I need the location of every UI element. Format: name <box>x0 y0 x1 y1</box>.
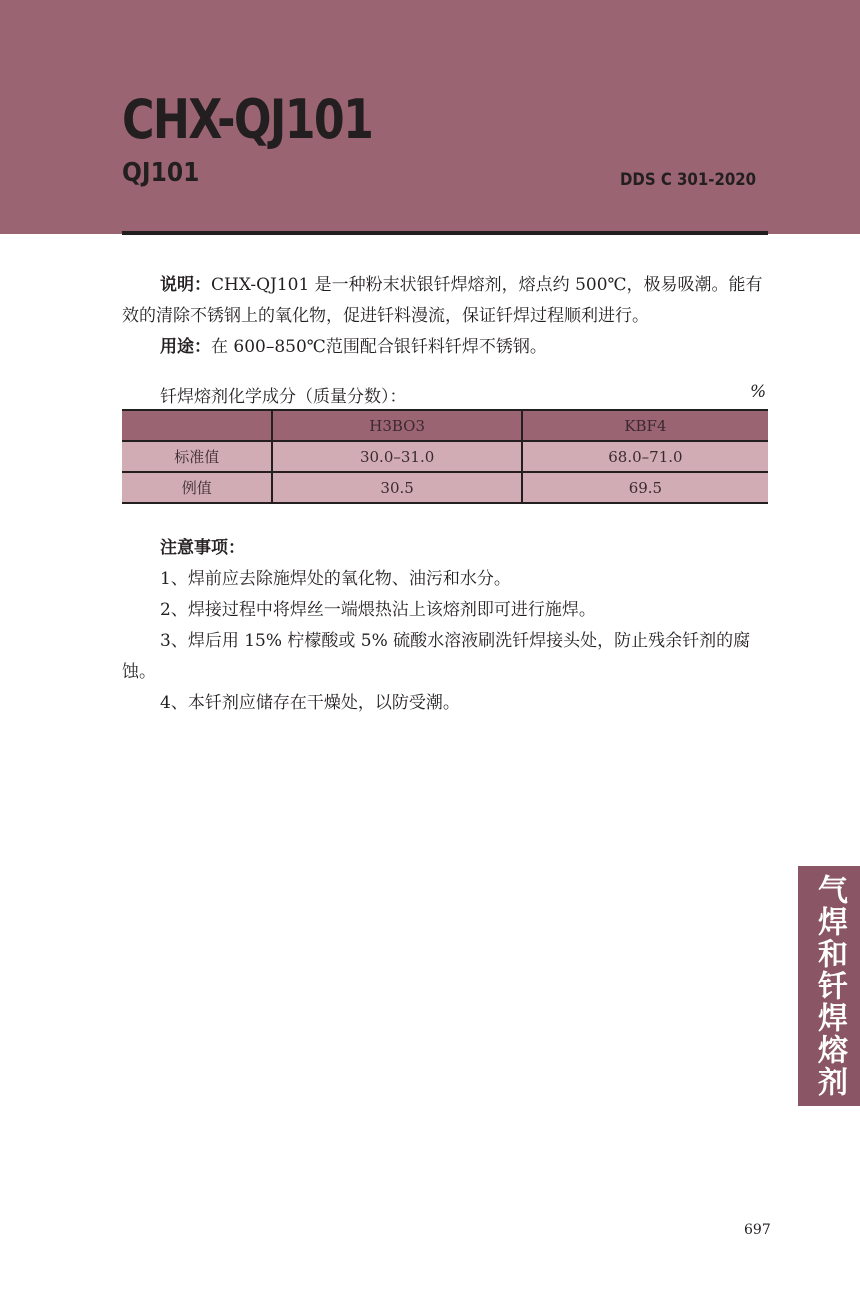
table-header-row <box>122 410 768 441</box>
section-side-tab-label: 气焊和钎焊熔剂 <box>812 874 847 1098</box>
description-label: 说明 <box>160 275 194 295</box>
description-text: CHX-QJ101 是一种粉末状银钎焊熔剂，熔点约 500℃，极易吸潮。能有效的清除不锈钢上的氧化物，促进钎料漫流，保证钎焊过程顺利进行。 <box>122 275 763 326</box>
table-row <box>122 472 768 503</box>
usage-text: 在 600–850℃范围配合银钎料钎焊不锈钢。 <box>211 337 547 357</box>
note-item: 1、焊前应去除施焊处的氧化物、油污和水分。 <box>160 569 511 589</box>
table-header-cell: KBF4 <box>522 410 768 441</box>
notes-block <box>122 533 768 719</box>
table-cell: 68.0–71.0 <box>522 441 768 472</box>
table-cell: 30.5 <box>272 472 521 503</box>
description-paragraph <box>122 270 768 332</box>
table-cell: 30.0–31.0 <box>272 441 521 472</box>
composition-table <box>122 409 768 504</box>
table-caption: 钎焊熔剂化学成分（质量分数）： <box>160 387 407 407</box>
description-block <box>122 270 768 363</box>
section-side-tab <box>798 866 860 1106</box>
page-number: 697 <box>744 1222 771 1238</box>
table-row <box>122 441 768 472</box>
note-item: 2、焊接过程中将焊丝一端煨热沾上该熔剂即可进行施焊。 <box>160 600 596 620</box>
table-header-cell: H3BO3 <box>272 410 521 441</box>
product-subtitle: QJ101 <box>122 158 200 188</box>
table-unit: % <box>750 382 767 402</box>
usage-paragraph <box>122 332 768 363</box>
note-item: 4、本钎剂应储存在干燥处，以防受潮。 <box>160 693 460 713</box>
table-cell: 69.5 <box>522 472 768 503</box>
note-item: 3、焊后用 15% 柠檬酸或 5% 硫酸水溶液刷洗钎焊接头处，防止残余钎剂的腐蚀。 <box>122 631 751 682</box>
description-colon: ： <box>194 275 211 295</box>
table-cell: 例值 <box>122 472 272 503</box>
table-cell: 标准值 <box>122 441 272 472</box>
header-band <box>0 0 860 234</box>
product-title: CHX-QJ101 <box>122 88 373 151</box>
standard-code: DDS C 301-2020 <box>620 170 757 190</box>
usage-label: 用途 <box>160 337 194 357</box>
table-header-cell <box>122 410 272 441</box>
header-rule <box>122 231 768 235</box>
usage-colon: ： <box>194 337 211 357</box>
notes-heading: 注意事项： <box>160 538 245 558</box>
